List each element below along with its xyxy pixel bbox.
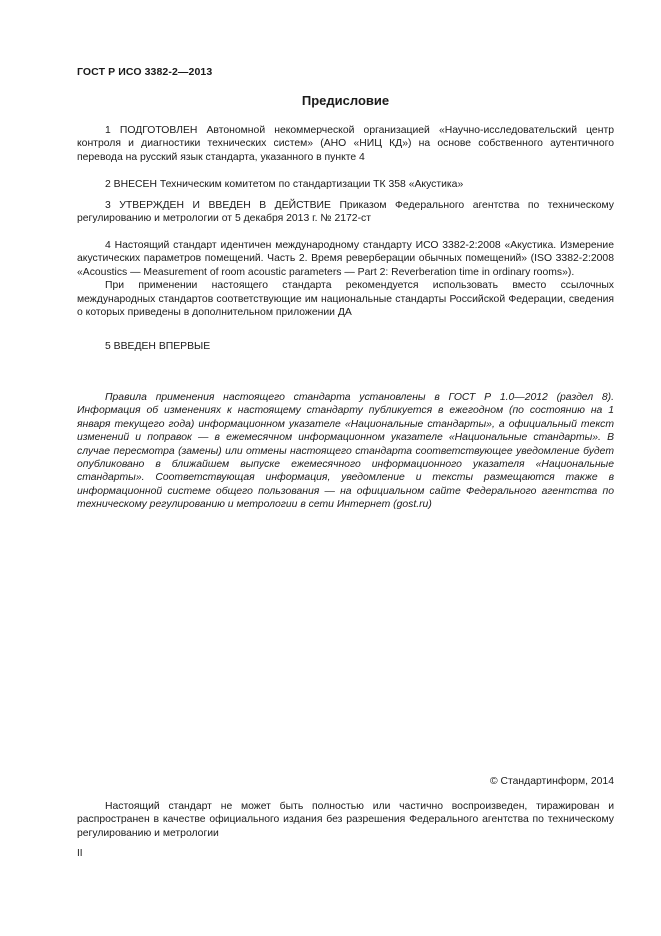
item-5-block bbox=[77, 340, 614, 353]
page-number: II bbox=[77, 848, 83, 859]
item-5-text: 5 ВВЕДЕН ВПЕРВЫЕ bbox=[105, 341, 211, 352]
rules-paragraph: Правила применения настоящего стандарта установлены в ГОСТ Р 1.0—2012 (раздел 8). Информация об изменениях к настоящему стандарту публикуется в ежегодном (по состоянию на 1 января текущего года) информационном указателе «Национальные стандарты», а официальный текст изменений и поправок — в ежемесячном информационном указателе «Национальные стандарты». В случае пересмотра (замены) или отмены настоящего стандарта соответствующее уведомление будет опубликовано в ближайшем выпуске ежемесячного информационного указателя «Национальные стандарты». Соответствующая информация, уведомление и тексты размещаются также в информационной системе общего пользования — на официальном сайте Федерального агентства по техническому регулированию и метрологии в сети Интернет (gost.ru) bbox=[77, 392, 614, 511]
copyright-line: © Стандартинформ, 2014 bbox=[489, 776, 614, 787]
item-2-text: 2 ВНЕСЕН Техническим комитетом по стандартизации ТК 358 «Акустика» bbox=[105, 179, 464, 190]
item-4-text: 4 Настоящий стандарт идентичен международному стандарту ИСО 3382-2:2008 «Акустика. Измерение акустических параметров помещений. Часть 2. Время реверберации обычных помещений» (ISO 3382-2:2008 «Acoustics — Measurement of room acoustic parameters — Part 2: Reverberation time in ordinary rooms»). bbox=[77, 240, 614, 278]
copyright-notice: Настоящий стандарт не может быть полностью или частично воспроизведен, тиражирован и распространен в качестве официального издания без разрешения Федерального агентства по техническому регулированию и метрологии bbox=[77, 801, 614, 839]
item-1-block bbox=[77, 124, 614, 164]
item-1-text: 1 ПОДГОТОВЛЕН Автономной некоммерческой организацией «Научно-исследовательский центр контроля и диагностики технических систем» (АНО «НИЦ КД») на основе собственного аутентичного перевода на русский язык стандарта, указанного в пункте 4 bbox=[77, 125, 614, 163]
standard-code-header: ГОСТ Р ИСО 3382-2—2013 bbox=[77, 66, 213, 78]
page-title: Предисловие bbox=[301, 93, 390, 108]
item-4-note: При применении настоящего стандарта рекомендуется использовать вместо ссылочных международных стандартов соответствующие им национальные стандарты Российской Федерации, сведения о которых приведены в дополнительном приложении ДА bbox=[77, 280, 614, 319]
item-3-block bbox=[77, 199, 614, 226]
item-4-block bbox=[77, 239, 614, 319]
item-2-block bbox=[77, 178, 614, 191]
item-3-text: 3 УТВЕРЖДЕН И ВВЕДЕН В ДЕЙСТВИЕ Приказом Федерального агентства по техническому регулированию и метрологии от 5 декабря 2013 г. № 2172-ст bbox=[77, 200, 614, 225]
